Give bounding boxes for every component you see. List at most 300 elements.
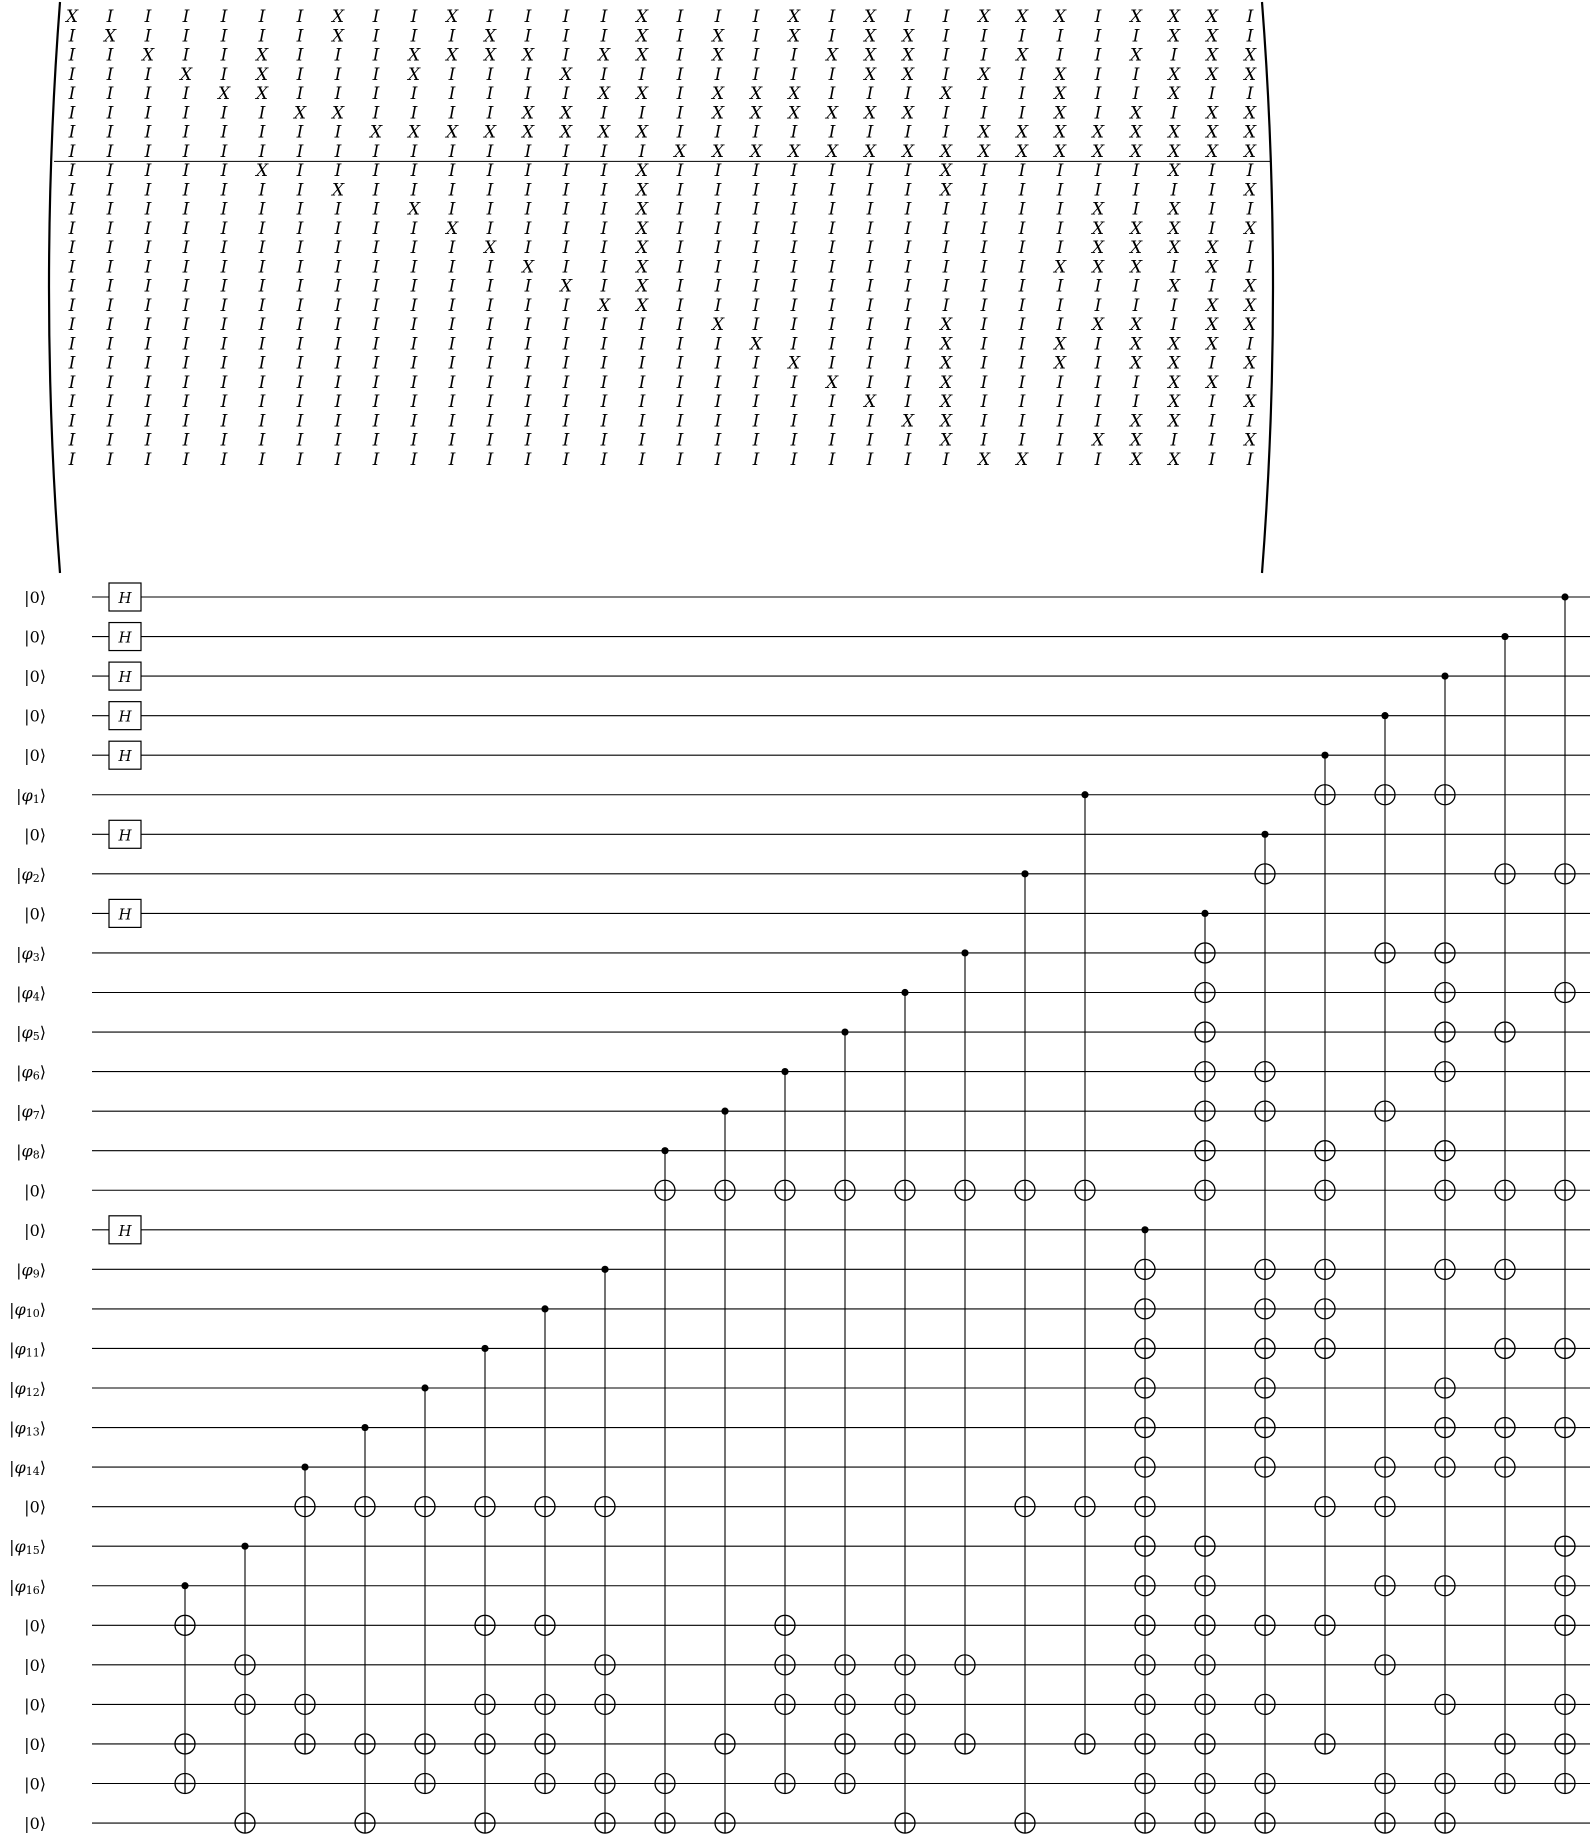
- matrix-entry: I: [334, 430, 342, 451]
- matrix-entry: I: [1056, 26, 1064, 47]
- matrix-entry: X: [939, 84, 953, 104]
- matrix-entry: I: [68, 122, 76, 143]
- matrix-entry: I: [1208, 199, 1216, 220]
- matrix-entry: X: [65, 7, 79, 27]
- matrix-entry: X: [977, 449, 991, 470]
- matrix-entry: I: [334, 84, 342, 104]
- matrix-entry: I: [676, 103, 684, 124]
- matrix-entry: I: [752, 180, 760, 201]
- matrix-entry: I: [410, 353, 418, 374]
- matrix-entry: X: [1167, 122, 1181, 143]
- svg-text:H: H: [118, 1221, 132, 1240]
- matrix-entry: I: [372, 141, 380, 162]
- matrix-entry: I: [448, 315, 456, 335]
- cnot-gate: [475, 1345, 495, 1833]
- target-oplus: [895, 1694, 915, 1714]
- matrix-entry: I: [904, 392, 912, 412]
- target-oplus: [1495, 1259, 1515, 1279]
- matrix-entry: X: [1015, 122, 1029, 143]
- target-oplus: [355, 1497, 375, 1517]
- matrix-entry: X: [635, 180, 649, 201]
- cnot-gate: [175, 1582, 195, 1793]
- matrix-entry: I: [942, 276, 950, 297]
- matrix-entry: I: [524, 372, 532, 393]
- matrix-entry: I: [904, 218, 912, 239]
- matrix-entry: I: [334, 449, 342, 470]
- matrix-entry: I: [790, 45, 798, 66]
- matrix-entry: X: [711, 45, 725, 66]
- target-oplus: [895, 1655, 915, 1675]
- matrix-entry: I: [828, 315, 836, 335]
- matrix-entry: I: [790, 372, 798, 393]
- matrix-entry: I: [600, 141, 608, 162]
- matrix-entry: X: [1205, 295, 1219, 316]
- target-oplus: [1555, 1694, 1575, 1714]
- matrix-entry: I: [334, 353, 342, 374]
- target-oplus: [1495, 1022, 1515, 1042]
- matrix-entry: I: [676, 295, 684, 316]
- matrix-entry: I: [1132, 26, 1140, 47]
- matrix-entry: I: [1132, 199, 1140, 220]
- target-oplus: [1195, 1694, 1215, 1714]
- matrix-entry: I: [68, 84, 76, 104]
- svg-text:H: H: [118, 826, 132, 845]
- target-oplus: [1135, 1536, 1155, 1556]
- matrix-entry: I: [1018, 334, 1026, 355]
- cnot-gate: [1135, 1226, 1155, 1833]
- matrix-entry: I: [714, 411, 722, 432]
- target-oplus: [1195, 1062, 1215, 1082]
- matrix-entry: X: [863, 26, 877, 47]
- matrix-entry: I: [106, 141, 114, 162]
- target-oplus: [1375, 1576, 1395, 1596]
- matrix-entry: I: [182, 103, 190, 124]
- target-oplus: [1195, 1774, 1215, 1794]
- matrix-entry: I: [676, 161, 684, 181]
- matrix-entry: I: [372, 161, 380, 181]
- matrix-entry: I: [942, 26, 950, 47]
- target-oplus: [715, 1813, 735, 1833]
- svg-text:H: H: [118, 747, 132, 766]
- qubit-label: |0⟩: [24, 745, 46, 765]
- matrix-entry: I: [1056, 392, 1064, 412]
- matrix-entry: I: [68, 103, 76, 124]
- matrix-entry: I: [980, 353, 988, 374]
- matrix-entry: I: [220, 257, 228, 278]
- matrix-entry: I: [752, 122, 760, 143]
- matrix-entry: I: [182, 257, 190, 278]
- qubit-label: |0⟩: [24, 587, 46, 607]
- target-oplus: [1435, 1576, 1455, 1596]
- control-dot: [781, 1068, 788, 1075]
- matrix-entry: I: [296, 84, 304, 104]
- target-oplus: [1195, 1576, 1215, 1596]
- matrix-entry: I: [600, 392, 608, 412]
- matrix-entry: I: [144, 64, 152, 85]
- target-oplus: [355, 1813, 375, 1833]
- matrix-entry: I: [600, 238, 608, 258]
- matrix-entry: I: [524, 411, 532, 432]
- matrix-entry: I: [676, 45, 684, 66]
- matrix-entry: I: [980, 199, 988, 220]
- cnot-gate: [835, 1028, 855, 1793]
- matrix-entry: I: [486, 141, 494, 162]
- matrix-entry: X: [1015, 141, 1029, 162]
- matrix-entry: X: [825, 141, 839, 162]
- matrix-entry: I: [448, 334, 456, 355]
- matrix-entry: I: [486, 276, 494, 297]
- matrix-entry: I: [144, 449, 152, 470]
- matrix-entry: I: [68, 430, 76, 451]
- qubit-label: |0⟩: [24, 1497, 46, 1517]
- target-oplus: [1555, 1774, 1575, 1794]
- matrix-entry: X: [1091, 315, 1105, 335]
- matrix-entry: X: [407, 64, 421, 85]
- matrix-entry: X: [673, 141, 687, 162]
- matrix-entry: I: [866, 238, 874, 258]
- cnot-gate: [1015, 870, 1035, 1833]
- target-oplus: [235, 1655, 255, 1675]
- target-oplus: [775, 1655, 795, 1675]
- qubit-label: $|\varphi_4⟩$: [16, 983, 46, 1003]
- matrix-entry: I: [182, 372, 190, 393]
- matrix-entry: I: [752, 411, 760, 432]
- matrix-entry: I: [486, 449, 494, 470]
- target-oplus: [1495, 864, 1515, 884]
- svg-text:H: H: [118, 668, 132, 687]
- matrix-entry: I: [1094, 103, 1102, 124]
- matrix-entry: I: [1018, 103, 1026, 124]
- matrix-entry: I: [980, 295, 988, 316]
- target-oplus: [1495, 1457, 1515, 1477]
- matrix-entry: I: [828, 353, 836, 374]
- matrix-entry: I: [866, 161, 874, 181]
- control-dot: [961, 949, 968, 956]
- matrix-entry: I: [980, 257, 988, 278]
- matrix-entry: I: [486, 334, 494, 355]
- matrix-entry: X: [1167, 449, 1181, 470]
- matrix-entry: I: [296, 411, 304, 432]
- matrix-entry: I: [220, 392, 228, 412]
- matrix-entry: X: [331, 103, 345, 124]
- matrix-entry: I: [410, 334, 418, 355]
- matrix-entry: I: [1208, 161, 1216, 181]
- matrix-entry: I: [1246, 199, 1254, 220]
- target-oplus: [1375, 943, 1395, 963]
- matrix-entry: I: [904, 84, 912, 104]
- matrix-entry: I: [524, 218, 532, 239]
- matrix-entry: I: [220, 334, 228, 355]
- matrix-entry: X: [1129, 103, 1143, 124]
- matrix-entry: I: [1246, 26, 1254, 47]
- matrix-entry: X: [939, 411, 953, 432]
- matrix-entry: I: [524, 276, 532, 297]
- matrix-entry: I: [258, 122, 266, 143]
- matrix-entry: I: [752, 392, 760, 412]
- matrix-entry: X: [1167, 161, 1181, 181]
- matrix-entry: I: [942, 64, 950, 85]
- matrix-entry: X: [711, 26, 725, 47]
- matrix-entry: I: [220, 122, 228, 143]
- matrix-entry: I: [144, 372, 152, 393]
- qubit-label: $|\varphi_{11}⟩$: [9, 1338, 46, 1359]
- matrix-entry: I: [182, 45, 190, 66]
- matrix-entry: I: [524, 26, 532, 47]
- matrix-entry: I: [714, 122, 722, 143]
- matrix-entry: I: [372, 26, 380, 47]
- cnot-gate: [355, 1424, 375, 1833]
- matrix-entry: I: [144, 7, 152, 27]
- matrix-entry: I: [866, 315, 874, 335]
- matrix-entry: I: [106, 372, 114, 393]
- matrix-entry: I: [600, 411, 608, 432]
- qubit-label: $|\varphi_{14}⟩$: [9, 1457, 46, 1478]
- matrix-entry: I: [1056, 295, 1064, 316]
- matrix-entry: X: [863, 141, 877, 162]
- cnot-gate: [1555, 593, 1575, 1793]
- matrix-entry: X: [255, 45, 269, 66]
- target-oplus: [1195, 943, 1215, 963]
- matrix-entry: I: [220, 45, 228, 66]
- matrix-entry: I: [296, 122, 304, 143]
- matrix-entry: I: [1208, 430, 1216, 451]
- target-oplus: [1435, 943, 1455, 963]
- matrix-entry: X: [331, 26, 345, 47]
- matrix-entry: X: [1167, 411, 1181, 432]
- matrix-entry: I: [334, 64, 342, 85]
- svg-text:H: H: [118, 589, 132, 607]
- matrix-entry: I: [638, 315, 646, 335]
- matrix-entry: X: [1129, 141, 1143, 162]
- target-oplus: [655, 1774, 675, 1794]
- matrix-entry: I: [372, 372, 380, 393]
- matrix-entry: X: [939, 161, 953, 181]
- matrix-entry: I: [144, 26, 152, 47]
- matrix-entry: I: [68, 411, 76, 432]
- matrix-entry: I: [1094, 353, 1102, 374]
- matrix-entry: I: [106, 392, 114, 412]
- matrix-entry: I: [448, 257, 456, 278]
- target-oplus: [415, 1734, 435, 1754]
- matrix-entry: I: [1018, 411, 1026, 432]
- matrix-entry: I: [562, 45, 570, 66]
- matrix-entry: X: [1243, 103, 1257, 124]
- matrix-entry: I: [106, 353, 114, 374]
- matrix-entry: X: [635, 257, 649, 278]
- control-dot: [901, 989, 908, 996]
- target-oplus: [1255, 1101, 1275, 1121]
- matrix-entry: I: [258, 449, 266, 470]
- matrix-entry: I: [258, 353, 266, 374]
- matrix-entry: I: [106, 7, 114, 27]
- matrix-entry: I: [372, 392, 380, 412]
- matrix-entry: I: [258, 7, 266, 27]
- matrix-entry: I: [676, 353, 684, 374]
- matrix-entry: I: [220, 411, 228, 432]
- matrix-entry: I: [524, 449, 532, 470]
- matrix-entry: X: [483, 26, 497, 47]
- matrix-entry: I: [904, 7, 912, 27]
- matrix-entry: I: [904, 334, 912, 355]
- matrix-entry: I: [182, 449, 190, 470]
- matrix-entry: X: [635, 276, 649, 297]
- matrix-entry: I: [220, 276, 228, 297]
- matrix-entry: X: [939, 180, 953, 201]
- matrix-entry: I: [410, 372, 418, 393]
- target-oplus: [1555, 1418, 1575, 1438]
- target-oplus: [1255, 1774, 1275, 1794]
- matrix-entry: I: [562, 257, 570, 278]
- matrix-entry: X: [1243, 141, 1257, 162]
- matrix-entry: I: [676, 315, 684, 335]
- matrix-entry: I: [524, 295, 532, 316]
- matrix-entry: X: [1243, 276, 1257, 297]
- matrix-entry: I: [562, 372, 570, 393]
- matrix-entry: I: [182, 392, 190, 412]
- qubit-label: $|\varphi_{16}⟩$: [9, 1576, 46, 1597]
- matrix-entry: X: [863, 7, 877, 27]
- matrix-entry: I: [980, 26, 988, 47]
- matrix-entry: I: [182, 122, 190, 143]
- matrix-entry: I: [1094, 45, 1102, 66]
- matrix-entry: I: [1208, 392, 1216, 412]
- target-oplus: [1315, 1615, 1335, 1635]
- matrix-entry: I: [182, 430, 190, 451]
- target-oplus: [1255, 1062, 1275, 1082]
- matrix-entry: I: [296, 257, 304, 278]
- matrix-entry: I: [182, 218, 190, 239]
- matrix-entry: I: [752, 430, 760, 451]
- qubit-label: $|\varphi_1⟩$: [16, 785, 46, 806]
- matrix-entry: I: [904, 122, 912, 143]
- matrix-entry: X: [711, 315, 725, 335]
- matrix-entry: I: [676, 199, 684, 220]
- matrix-entry: I: [942, 103, 950, 124]
- matrix-entry: I: [486, 161, 494, 181]
- target-oplus: [1135, 1615, 1155, 1635]
- matrix-entry: I: [1246, 449, 1254, 470]
- matrix-entry: I: [68, 180, 76, 201]
- matrix-entry: I: [600, 430, 608, 451]
- matrix-entry: I: [942, 45, 950, 66]
- matrix-entry: X: [1053, 84, 1067, 104]
- matrix-entry: X: [711, 103, 725, 124]
- matrix-entry: I: [106, 276, 114, 297]
- matrix-entry: I: [106, 295, 114, 316]
- matrix-entry: I: [942, 257, 950, 278]
- matrix-entry: I: [1018, 64, 1026, 85]
- matrix-entry: I: [448, 141, 456, 162]
- matrix-entry: I: [296, 392, 304, 412]
- matrix-entry: I: [448, 180, 456, 201]
- hadamard-gate: [109, 1216, 141, 1244]
- matrix-entry: I: [1056, 180, 1064, 201]
- matrix-entry: I: [638, 334, 646, 355]
- target-oplus: [1315, 1497, 1335, 1517]
- control-dot: [841, 1028, 848, 1035]
- target-oplus: [1255, 1457, 1275, 1477]
- matrix-entry: I: [144, 295, 152, 316]
- target-oplus: [1135, 1299, 1155, 1319]
- target-oplus: [655, 1813, 675, 1833]
- matrix-entry: I: [600, 449, 608, 470]
- target-oplus: [1435, 785, 1455, 805]
- matrix-entry: I: [638, 372, 646, 393]
- qubit-label: |0⟩: [24, 1180, 46, 1200]
- matrix-entry: I: [106, 430, 114, 451]
- cnot-gate: [655, 1147, 675, 1833]
- target-oplus: [1135, 1497, 1155, 1517]
- matrix-entry: I: [296, 161, 304, 181]
- matrix-entry: I: [1132, 295, 1140, 316]
- matrix-entry: I: [752, 26, 760, 47]
- matrix-entry: I: [638, 392, 646, 412]
- matrix-entry: X: [901, 26, 915, 47]
- matrix-entry: I: [714, 161, 722, 181]
- qubit-label: |0⟩: [24, 1220, 46, 1240]
- target-oplus: [1135, 1576, 1155, 1596]
- matrix-entry: I: [980, 315, 988, 335]
- matrix-entry: I: [68, 64, 76, 85]
- matrix-entry: X: [1243, 353, 1257, 374]
- target-oplus: [1255, 1418, 1275, 1438]
- matrix-entry: I: [866, 372, 874, 393]
- matrix-entry: I: [410, 295, 418, 316]
- matrix-entry: X: [1053, 257, 1067, 278]
- cnot-gate: [1435, 673, 1455, 1834]
- matrix-entry: I: [296, 295, 304, 316]
- matrix-entry: I: [1170, 45, 1178, 66]
- matrix-entry: I: [410, 161, 418, 181]
- svg-text:H: H: [118, 628, 132, 647]
- matrix-entry: I: [904, 353, 912, 374]
- matrix-entry: I: [144, 430, 152, 451]
- matrix-entry: X: [1129, 334, 1143, 355]
- matrix-entry: I: [790, 257, 798, 278]
- cnot-gate: [895, 989, 915, 1833]
- matrix-entry: X: [901, 141, 915, 162]
- quantum-circuit: [9, 583, 1590, 1833]
- matrix-entry: I: [828, 161, 836, 181]
- target-oplus: [1315, 1338, 1335, 1358]
- matrix-entry: X: [787, 141, 801, 162]
- matrix-entry: I: [562, 315, 570, 335]
- target-oplus: [1555, 1734, 1575, 1754]
- target-oplus: [895, 1734, 915, 1754]
- matrix-entry: I: [980, 392, 988, 412]
- matrix-entry: X: [1205, 7, 1219, 27]
- matrix-entry: X: [483, 238, 497, 258]
- matrix-entry: I: [144, 122, 152, 143]
- matrix-entry: I: [220, 141, 228, 162]
- matrix-entry: I: [904, 257, 912, 278]
- matrix-entry: I: [1018, 26, 1026, 47]
- matrix-entry: I: [942, 449, 950, 470]
- matrix-entry: I: [182, 26, 190, 47]
- matrix-entry: I: [182, 276, 190, 297]
- target-oplus: [895, 1813, 915, 1833]
- matrix-entry: I: [752, 218, 760, 239]
- matrix-entry: I: [448, 276, 456, 297]
- matrix-entry: I: [144, 392, 152, 412]
- matrix-entry: I: [714, 199, 722, 220]
- matrix-entry: I: [220, 218, 228, 239]
- matrix-entry: X: [635, 161, 649, 181]
- matrix-entry: I: [410, 103, 418, 124]
- target-oplus: [1195, 1813, 1215, 1833]
- target-oplus: [535, 1497, 555, 1517]
- matrix-entry: I: [410, 26, 418, 47]
